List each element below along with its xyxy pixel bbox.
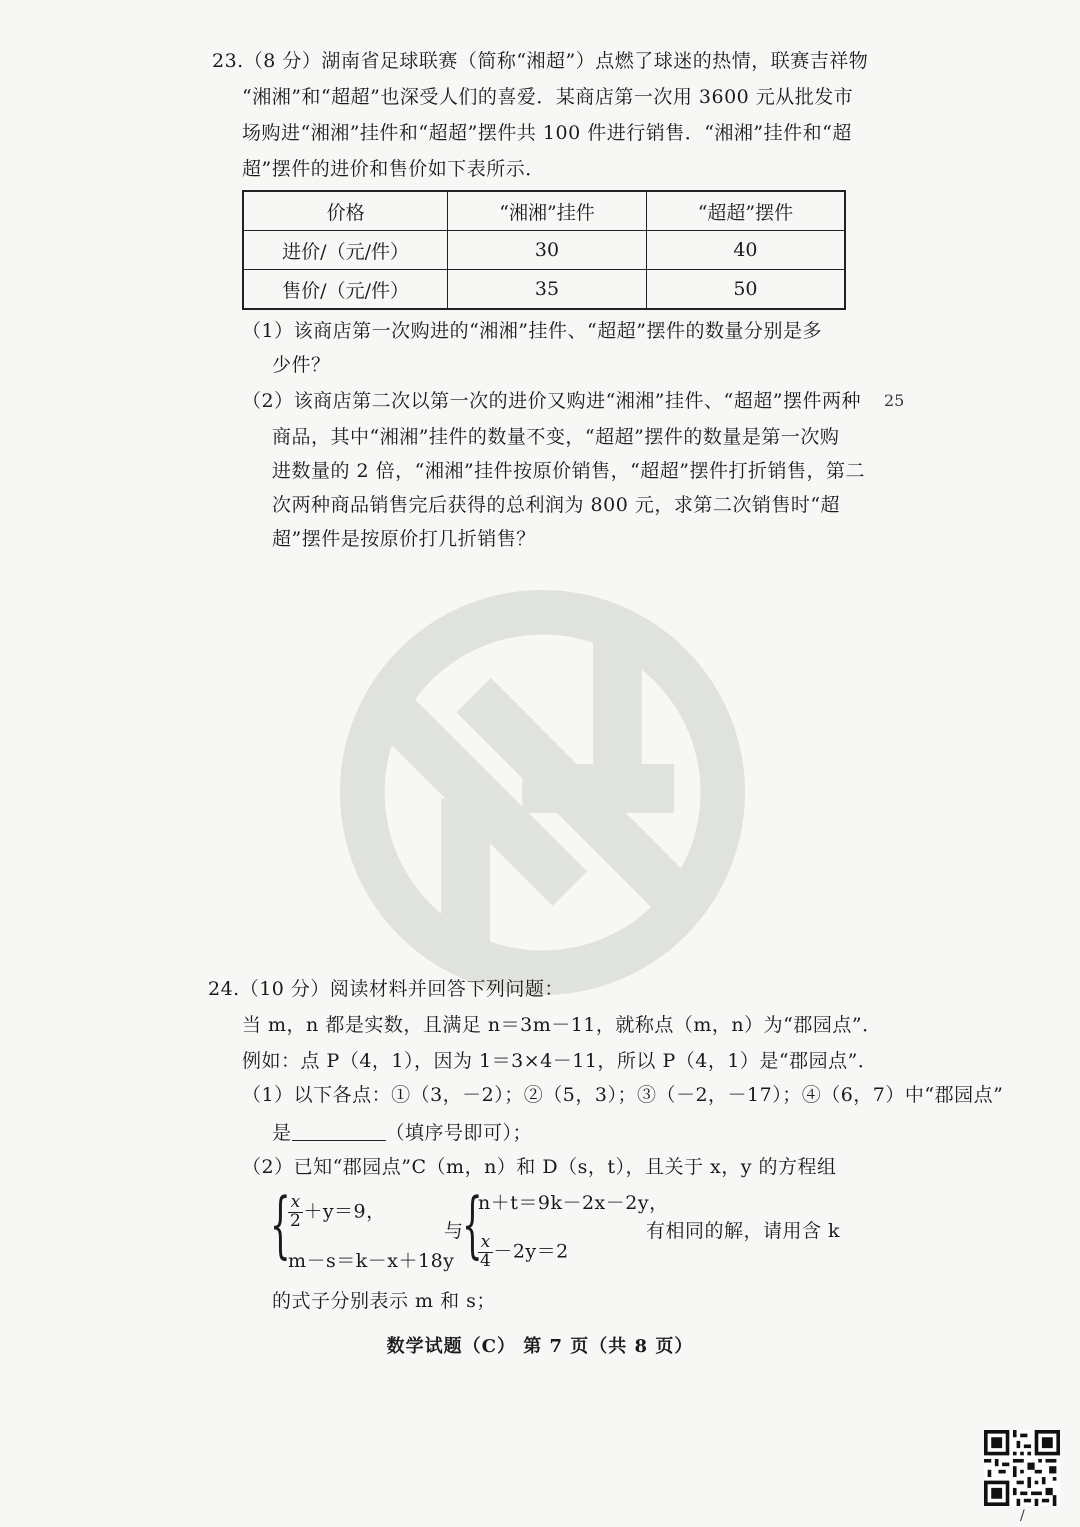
table-header-cell: “湘湘”挂件 [448, 191, 647, 231]
table-cell: 50 [646, 270, 845, 310]
table-row [243, 191, 845, 231]
q24-part2-line-last: 的式子分别表示 m 和 s； [272, 1290, 496, 1312]
q24-part2-line-1: （2）已知“郡园点”C（m，n）和 D（s，t），且关于 x，y 的方程组 [242, 1156, 837, 1178]
table-header-cell: 价格 [243, 191, 448, 231]
left-brace-2: { [462, 1182, 483, 1266]
scan-mark: / [1020, 1508, 1025, 1524]
q24-part1-line-1: （1）以下各点：①（3，－2）；②（5，3）；③（－2，－17）；④（6，7）中“郡园点” [242, 1084, 1004, 1106]
q23-part1-line-2: 少件？ [272, 354, 331, 376]
answer-prefix: 是 [272, 1122, 292, 1144]
left-brace-1: { [270, 1182, 291, 1266]
q23-part1-line-1: （1）该商店第一次购进的“湘湘”挂件、“超超”摆件的数量分别是多 [242, 320, 822, 342]
table-cell: 进价/（元/件） [243, 231, 448, 270]
table-cell: 35 [448, 270, 647, 310]
table-header-cell: “超超”摆件 [646, 191, 845, 231]
edge-mark: 25 [884, 391, 905, 410]
table-cell: 售价/（元/件） [243, 270, 448, 310]
qr-code [984, 1430, 1060, 1506]
q23-part2-line-1: （2）该商店第二次以第一次的进价又购进“湘湘”挂件、“超超”摆件两种 [242, 390, 861, 412]
connector-yu: 与 [444, 1220, 464, 1242]
q24-example: 例如：点 P（4，1），因为 1＝3×4－11，所以 P（4，1）是“郡园点”． [242, 1050, 878, 1072]
table-row [243, 270, 845, 310]
q24-title: 24.（10 分）阅读材料并回答下列问题： [208, 978, 564, 1000]
system2-eq1: n＋t＝9k－2x－2y， [478, 1192, 669, 1214]
q23-part2-line-5: 超”摆件是按原价打几折销售？ [272, 528, 536, 550]
q23-line-2: “湘湘”和“超超”也深受人们的喜爱．某商店第一次用 3600 元从批发市 [242, 86, 854, 108]
page-footer: 数学试题（C） 第 7 页（共 8 页） [386, 1336, 694, 1357]
system2-eq2: $\frac{x}{4}$ －2y＝2 [480, 1232, 569, 1271]
table-cell: 30 [448, 231, 647, 270]
q23-part2-line-2: 商品，其中“湘湘”挂件的数量不变，“超超”摆件的数量是第一次购 [272, 426, 840, 448]
answer-suffix: （填序号即可）； [385, 1122, 533, 1144]
q23-line-3: 场购进“湘湘”挂件和“超超”摆件共 100 件进行销售．“湘湘”挂件和“超 [242, 122, 852, 144]
q24-definition: 当 m，n 都是实数，且满足 n＝3m－11，就称点（m，n）为“郡园点”． [242, 1014, 882, 1036]
q23-line-1: 23.（8 分）湖南省足球联赛（简称“湘超”）点燃了球迷的热情，联赛吉祥物 [212, 50, 869, 72]
q24-part1-line-2 [272, 1122, 532, 1143]
system1-eq2: m－s＝k－x＋18y [288, 1250, 455, 1272]
q24-after-system: 有相同的解，请用含 k [646, 1220, 841, 1242]
price-table [242, 190, 846, 310]
system1-eq1: $\frac{x}{2}$ ＋y＝9， [290, 1192, 386, 1231]
q23-part2-line-3: 进数量的 2 倍，“湘湘”挂件按原价销售，“超超”摆件打折销售，第二 [272, 460, 866, 482]
fraction-x-over-2: $\frac{x}{2}$ [290, 1192, 302, 1231]
q23-part2-line-4: 次两种商品销售完后获得的总利润为 800 元，求第二次销售时“超 [272, 494, 841, 516]
table-cell: 40 [646, 231, 845, 270]
table-row [243, 231, 845, 270]
answer-blank[interactable] [292, 1122, 386, 1141]
q23-line-4: 超”摆件的进价和售价如下表所示． [242, 158, 545, 180]
watermark-logo [340, 590, 745, 995]
fraction-x-over-4: $\frac{x}{4}$ [480, 1232, 492, 1271]
